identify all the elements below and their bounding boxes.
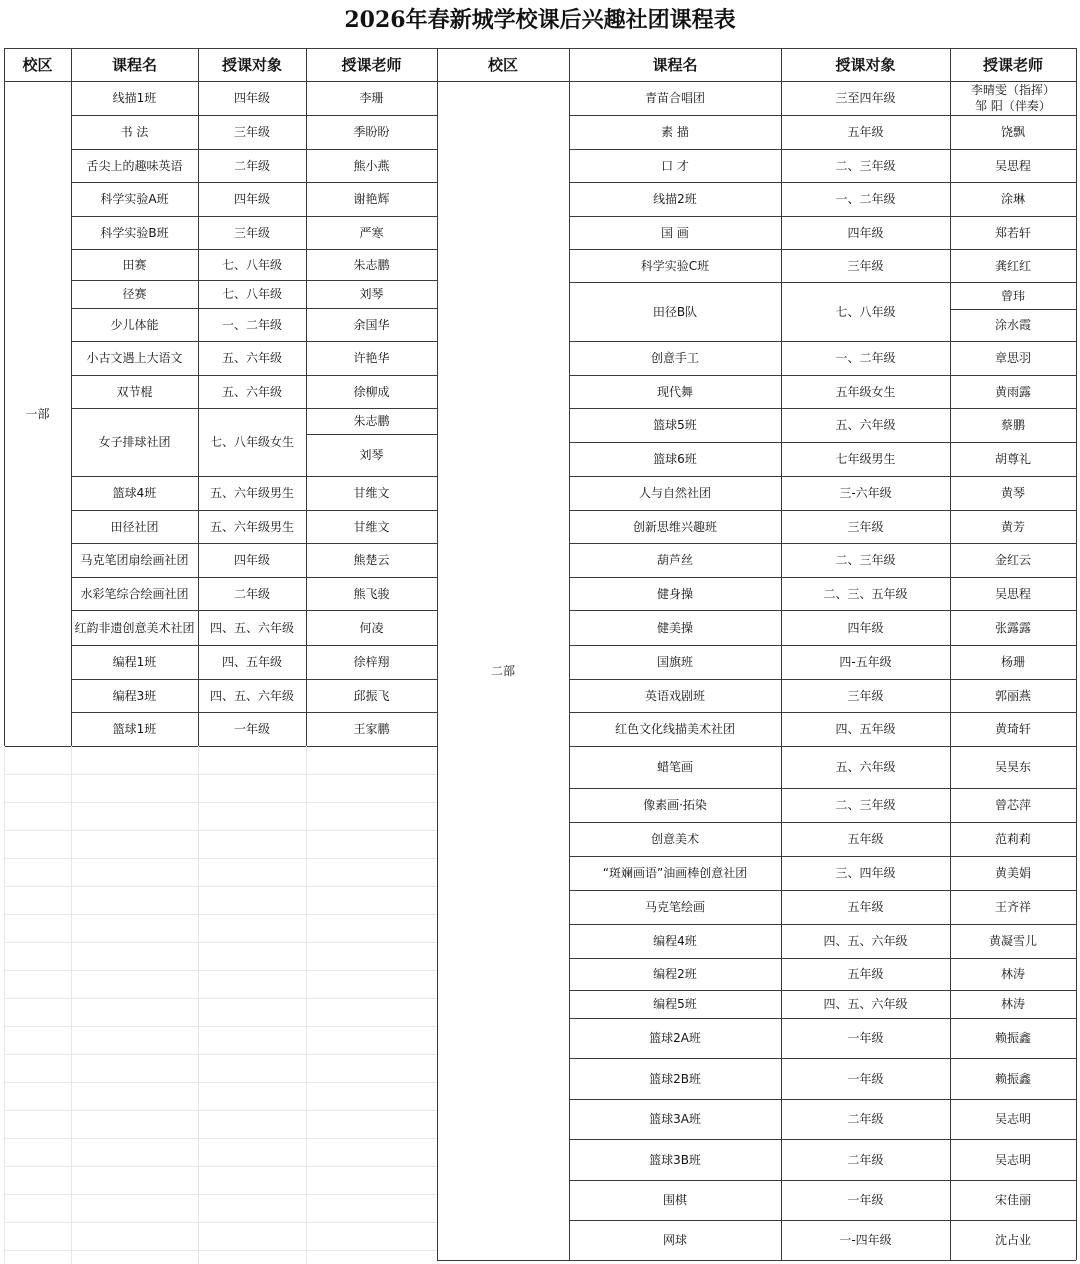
teacher-cell: 吴志明 [994, 1112, 1031, 1126]
target-cell: 二年级 [233, 586, 270, 601]
grid-line [4, 1082, 437, 1083]
course-cell: 篮球3B班 [649, 1152, 701, 1167]
target-cell: 三年级 [847, 258, 884, 273]
teacher-cell: 张露露 [994, 620, 1031, 635]
grid-line [569, 1058, 1076, 1059]
target-cell: 五、六年级男生 [209, 486, 294, 500]
grid-line [71, 510, 437, 511]
grid-line [4, 1110, 437, 1111]
target-cell: 一-四年级 [839, 1233, 892, 1247]
target-cell: 三年级 [847, 688, 884, 703]
teacher-cell: 涂水霞 [994, 318, 1031, 332]
target-cell: 四、五、六年级 [209, 688, 294, 703]
target-cell: 二、三年级 [835, 798, 896, 812]
grid-line [71, 543, 437, 544]
grid-line [569, 249, 1076, 250]
course-cell: 创意手工 [650, 351, 699, 365]
target-cell: 五、六年级 [221, 351, 282, 365]
teacher-cell: 熊楚云 [353, 553, 390, 567]
target-cell: 四年级 [233, 553, 270, 567]
course-cell: 水彩笔综合绘画社团 [80, 586, 189, 601]
course-cell: 像素画·拓染 [643, 798, 707, 812]
teacher-cell: 沈占业 [994, 1233, 1031, 1247]
course-cell: 健身操 [656, 586, 693, 601]
teacher-cell: 谢艳辉 [353, 192, 390, 206]
grid-line [569, 788, 1076, 789]
header-target: 授课对象 [221, 55, 282, 74]
grid-line [71, 149, 437, 150]
teacher-cell: 朱志鹏 [353, 257, 390, 272]
teacher-cell: 季盼盼 [353, 125, 390, 139]
grid-line [569, 822, 1076, 823]
target-cell: 二、三、五年级 [823, 586, 908, 601]
course-cell: 编程5班 [653, 997, 697, 1011]
target-cell: 三至四年级 [835, 91, 896, 105]
grid-line [4, 774, 437, 775]
grid-line [198, 746, 199, 1264]
target-cell: 五年级 [847, 900, 884, 914]
course-cell: “斑斓画语”油画棒创意社团 [602, 866, 748, 880]
header-campus: 校区 [487, 55, 518, 74]
grid-line [71, 341, 437, 342]
grid-line [569, 1180, 1076, 1181]
grid-line [4, 746, 71, 747]
teacher-cell: 林涛 [1000, 997, 1025, 1011]
target-cell: 二年级 [847, 1112, 884, 1126]
teacher-cell: 章思羽 [994, 351, 1031, 365]
grid-line [569, 958, 1076, 959]
course-cell: 编程3班 [112, 688, 157, 703]
grid-line [569, 510, 1076, 511]
grid-line [569, 442, 1076, 443]
teacher-cell: 吴昊东 [994, 760, 1031, 774]
teacher-cell: 蔡鹏 [1000, 418, 1025, 432]
course-cell: 蜡笔画 [656, 760, 693, 774]
grid-line [569, 476, 1076, 477]
grid-line [4, 970, 437, 971]
target-cell: 五年级女生 [835, 384, 896, 399]
target-cell: 五、六年级 [835, 418, 896, 432]
grid-line [569, 679, 1076, 680]
grid-line [306, 746, 307, 1264]
teacher-cell: 饶飘 [1000, 125, 1025, 139]
course-cell: 线描1班 [112, 91, 157, 105]
grid-line [569, 341, 1076, 342]
target-cell: 一、二年级 [835, 351, 896, 365]
teacher-cell: 徐柳成 [353, 384, 390, 399]
teacher-cell: 王家鹏 [353, 722, 390, 736]
teacher-cell: 龚红红 [994, 258, 1031, 273]
grid-line [569, 216, 1076, 217]
teacher-cell: 郑若轩 [994, 225, 1031, 240]
course-cell: 口 才 [661, 158, 689, 173]
teacher-cell: 严寒 [359, 225, 384, 240]
grid-line [569, 1099, 1076, 1100]
teacher-cell: 许艳华 [353, 351, 390, 365]
grid-line [569, 610, 1076, 611]
target-cell: 一、二年级 [221, 317, 282, 332]
target-cell: 五、六年级 [835, 760, 896, 774]
teacher-line: 邹 阳（伴奏） [975, 99, 1051, 113]
grid-line [71, 746, 437, 747]
teacher-cell: 黄美娟 [994, 866, 1031, 880]
teacher-cell: 吴思程 [994, 158, 1031, 173]
course-cell: 编程1班 [112, 655, 157, 669]
grid-line [4, 886, 437, 887]
course-cell: 国旗班 [656, 655, 693, 669]
grid-line [569, 856, 1076, 857]
grid-line [4, 802, 437, 803]
grid-line [569, 712, 1076, 713]
course-cell: 田赛 [122, 257, 147, 272]
target-cell: 一年级 [233, 722, 270, 736]
grid-line [71, 645, 437, 646]
target-cell: 一年级 [847, 1193, 884, 1207]
teacher-cell: 黄雨露 [994, 384, 1031, 399]
teacher-cell: 宋佳丽 [994, 1193, 1031, 1207]
grid-line [4, 1166, 437, 1167]
grid-line [4, 914, 437, 915]
course-cell: 马克笔团扇绘画社团 [80, 553, 189, 567]
header-campus: 校区 [22, 55, 53, 74]
grid-line [569, 1260, 1076, 1261]
course-cell: 健美操 [656, 620, 693, 635]
campus-cell: 一部 [25, 406, 50, 421]
grid-line [71, 577, 437, 578]
course-cell: 青苗合唱团 [644, 91, 705, 105]
grid-line [569, 746, 1076, 747]
course-cell: 篮球6班 [653, 452, 697, 466]
target-cell: 七、八年级 [221, 287, 282, 301]
target-cell: 五年级 [847, 832, 884, 846]
grid-line [4, 942, 437, 943]
campus-cell: 二部 [490, 663, 515, 678]
grid-line [569, 1139, 1076, 1140]
teacher-cell: 杨珊 [1000, 655, 1025, 669]
course-cell: 国 画 [661, 225, 689, 240]
course-cell: 素 描 [661, 125, 689, 139]
course-cell: 创意美术 [650, 832, 699, 846]
grid-line [569, 890, 1076, 891]
course-cell: 编程2班 [653, 967, 697, 981]
teacher-cell: 何凌 [359, 620, 384, 635]
course-cell: 科学实验C班 [640, 258, 710, 273]
grid-line [437, 1260, 569, 1261]
teacher-cell: 胡尊礼 [994, 452, 1031, 466]
grid-line [4, 48, 5, 746]
course-cell: 小古文遇上大语文 [86, 351, 183, 365]
course-cell: 舌尖上的趣味英语 [86, 158, 183, 173]
target-cell: 三年级 [847, 519, 884, 534]
grid-line [569, 577, 1076, 578]
teacher-cell: 甘维文 [353, 519, 390, 534]
teacher-cell: 余国华 [353, 317, 390, 332]
target-cell: 一年级 [847, 1071, 884, 1086]
header-course: 课程名 [111, 55, 157, 74]
grid-line [569, 408, 1076, 409]
grid-line [71, 48, 72, 746]
target-cell: 四、五年级 [835, 722, 896, 736]
target-cell: 一年级 [847, 1031, 884, 1045]
teacher-cell [950, 81, 1076, 115]
teacher-cell: 范莉莉 [994, 832, 1031, 846]
teacher-cell: 曾玮 [1000, 288, 1025, 303]
grid-line [950, 309, 1076, 310]
grid-line [569, 282, 1076, 283]
header-teacher: 授课老师 [982, 55, 1043, 74]
course-cell: 创新思维兴趣班 [632, 519, 717, 534]
teacher-line: 李晴雯（指挥） [970, 83, 1055, 97]
course-cell: 红韵非遗创意美术社团 [74, 620, 195, 635]
teacher-cell: 刘琴 [359, 448, 384, 462]
course-cell: 葫芦丝 [656, 553, 693, 567]
course-cell: 双节棍 [116, 384, 153, 399]
course-cell: 篮球5班 [653, 418, 697, 432]
grid-line [71, 115, 437, 116]
grid-line [569, 375, 1076, 376]
target-cell: 七、八年级 [221, 257, 282, 272]
course-cell: 编程4班 [653, 934, 697, 948]
target-cell: 五年级 [847, 967, 884, 981]
grid-line [71, 476, 437, 477]
course-cell: 少儿体能 [110, 317, 159, 332]
teacher-cell: 黄琴 [1000, 486, 1025, 500]
grid-line [569, 48, 570, 1260]
grid-line [71, 216, 437, 217]
grid-line [569, 149, 1076, 150]
teacher-cell: 王齐祥 [994, 900, 1031, 914]
course-cell: 篮球1班 [112, 722, 157, 736]
grid-line [569, 1220, 1076, 1221]
grid-line [4, 1194, 437, 1195]
grid-line [71, 308, 437, 309]
grid-line [569, 115, 1076, 116]
grid-line [71, 746, 72, 1264]
teacher-cell: 熊飞骏 [353, 586, 390, 601]
grid-line [306, 434, 437, 435]
grid-line [781, 48, 782, 1260]
grid-line [4, 998, 437, 999]
grid-line [950, 48, 951, 1260]
teacher-cell: 赖振鑫 [994, 1071, 1031, 1086]
grid-line [4, 1026, 437, 1027]
target-cell: 五年级 [847, 125, 884, 139]
grid-line [4, 830, 437, 831]
target-cell: 四、五年级 [221, 655, 282, 669]
target-cell: 七、八年级女生 [209, 435, 294, 449]
target-cell: 四年级 [847, 620, 884, 635]
grid-line [71, 679, 437, 680]
teacher-cell: 涂琳 [1000, 192, 1025, 206]
teacher-cell: 曾芯萍 [994, 798, 1031, 812]
course-cell: 红色文化线描美术社团 [614, 722, 735, 736]
course-cell: 线描2班 [653, 192, 697, 206]
grid-line [4, 746, 5, 1264]
target-cell: 二年级 [233, 158, 270, 173]
grid-line [4, 858, 437, 859]
grid-line [1076, 48, 1077, 1260]
grid-line [71, 712, 437, 713]
course-cell: 网球 [662, 1233, 687, 1247]
grid-line [4, 1138, 437, 1139]
teacher-cell: 黄凝雪儿 [988, 934, 1037, 948]
course-cell: 科学实验A班 [100, 192, 169, 206]
grid-line [71, 249, 437, 250]
grid-line [71, 375, 437, 376]
grid-line [437, 48, 438, 1260]
target-cell: 三年级 [233, 125, 270, 139]
target-cell: 二、三年级 [835, 553, 896, 567]
grid-line [569, 182, 1076, 183]
grid-line [4, 1250, 437, 1251]
course-cell: 田径社团 [110, 519, 159, 534]
target-cell: 七、八年级 [835, 304, 896, 319]
course-cell: 田径B队 [652, 304, 698, 319]
header-course: 课程名 [652, 55, 698, 74]
course-cell: 现代舞 [656, 384, 693, 399]
teacher-cell: 林涛 [1000, 967, 1025, 981]
target-cell: 四-五年级 [839, 655, 892, 669]
course-cell: 书 法 [120, 125, 149, 139]
target-cell: 四年级 [233, 192, 270, 206]
grid-line [306, 48, 307, 746]
grid-line [4, 1222, 437, 1223]
target-cell: 五、六年级男生 [209, 519, 294, 534]
teacher-cell: 徐梓翔 [353, 655, 390, 669]
teacher-cell: 金红云 [994, 553, 1031, 567]
teacher-cell: 刘琴 [359, 287, 384, 301]
target-cell: 三-六年级 [839, 486, 892, 500]
course-cell: 围棋 [662, 1193, 687, 1207]
grid-line [569, 1018, 1076, 1019]
grid-line [569, 990, 1076, 991]
teacher-cell: 熊小燕 [353, 158, 390, 173]
teacher-cell: 吴志明 [994, 1152, 1031, 1167]
course-cell: 人与自然社团 [638, 486, 711, 500]
course-cell: 篮球4班 [112, 486, 157, 500]
target-cell: 四、五、六年级 [209, 620, 294, 635]
teacher-cell: 郭丽燕 [994, 688, 1031, 703]
grid-line [4, 1054, 437, 1055]
course-cell: 科学实验B班 [100, 225, 169, 240]
teacher-cell: 甘维文 [353, 486, 390, 500]
grid-line [71, 182, 437, 183]
teacher-cell: 黄芳 [1000, 519, 1025, 534]
course-cell: 篮球2A班 [649, 1031, 701, 1045]
grid-line [569, 924, 1076, 925]
target-cell: 二年级 [847, 1152, 884, 1167]
teacher-cell: 黄琦轩 [994, 722, 1031, 736]
course-cell: 马克笔绘画 [644, 900, 705, 914]
page-title: 2026年春新城学校课后兴趣社团课程表 [344, 7, 736, 33]
header-target: 授课对象 [835, 55, 896, 74]
target-cell: 三年级 [233, 225, 270, 240]
grid-line [569, 543, 1076, 544]
teacher-cell: 李珊 [359, 91, 384, 105]
header-teacher: 授课老师 [341, 55, 402, 74]
course-cell: 篮球2B班 [649, 1071, 701, 1086]
teacher-cell: 吴思程 [994, 586, 1031, 601]
teacher-cell: 邱振飞 [353, 688, 390, 703]
target-cell: 三、四年级 [835, 866, 896, 880]
course-cell: 英语戏剧班 [644, 688, 705, 703]
target-cell: 七年级男生 [835, 452, 896, 466]
grid-line [198, 48, 199, 746]
teacher-cell: 赖振鑫 [994, 1031, 1031, 1045]
target-cell: 五、六年级 [221, 384, 282, 399]
grid-line [71, 610, 437, 611]
course-cell: 径赛 [122, 287, 147, 301]
grid-line [569, 645, 1076, 646]
target-cell: 一、二年级 [835, 192, 896, 206]
target-cell: 四年级 [847, 225, 884, 240]
teacher-cell: 朱志鹏 [353, 414, 390, 428]
grid-line [71, 408, 437, 409]
target-cell: 二、三年级 [835, 158, 896, 173]
course-cell: 篮球3A班 [649, 1112, 701, 1126]
target-cell: 四、五、六年级 [823, 997, 908, 1011]
target-cell: 四年级 [233, 91, 270, 105]
grid-line [71, 280, 437, 281]
target-cell: 四、五、六年级 [823, 934, 908, 948]
course-cell: 女子排球社团 [98, 435, 171, 449]
